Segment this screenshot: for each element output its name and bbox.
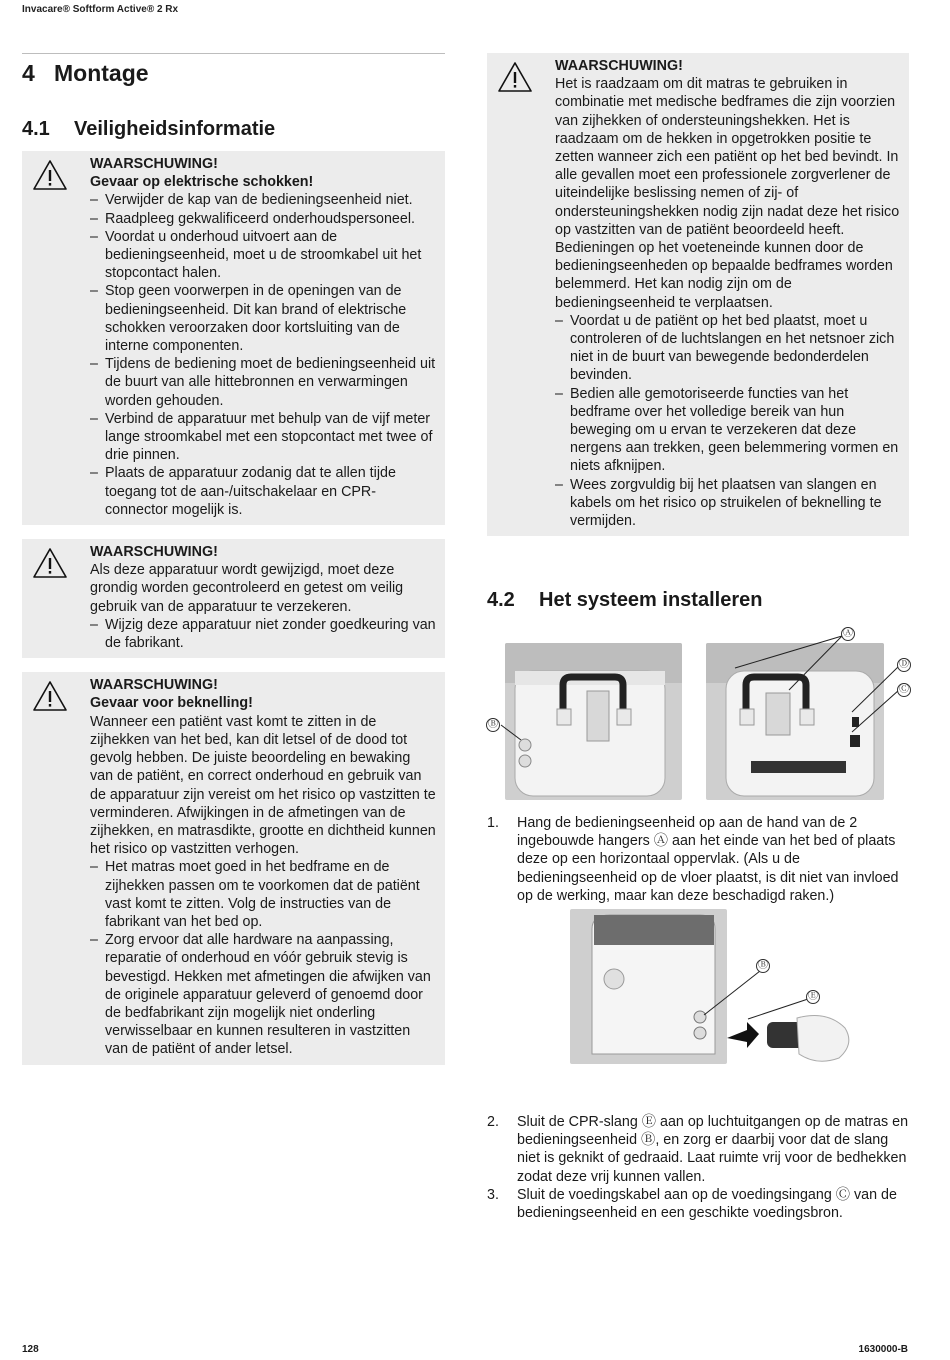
step-text: Sluit de voedingskabel aan op de voedingsingang Ⓒ van de bedieningseenheid en een geschikte voedingsbron. xyxy=(517,1186,897,1222)
warning-box-electric xyxy=(22,151,445,525)
warning-subtitle: Gevaar voor beknelling! xyxy=(90,695,253,712)
list-item: – Het matras moet goed in het bedframe en de zijhekken passen om te voorkomen dat de patiënt vast komt te zitten. Volg de instructies van de fabrikant van het bed op. xyxy=(90,858,437,931)
warning-triangle-icon xyxy=(497,61,533,93)
warning-text: Wanneer een patiënt vast komt te zitten in de zijhekken van het bed, kan dit letsel of de dood tot gevolg hebben. De juiste beoordeling en bewaking van de patiënt, en correct onderhoud en gebruik van de apparatuur zijn vereist om het risico op vastzitten te verminderen. Afwijkingen in de afmetingen van de zijhekken, en matrasdikte, grootte en dichtheid kunnen het risico op vastzitten verhogen. xyxy=(90,713,436,858)
warning-label: WAARSCHUWING! xyxy=(90,156,218,172)
warning-text: Als deze apparatuur wordt gewijzigd, moet deze grondig worden gecontroleerd en getest om veilig gebruik van de apparatuur te verzekeren. xyxy=(90,562,404,615)
chapter-rule xyxy=(22,53,445,54)
warning-text: Bedieningen op het voeteneinde kunnen door de bedieningseenheden op bepaalde bedframes worden belemmerd. Het kan nodig zijn om de bedieningseenheid te verplaatsen. xyxy=(555,240,893,311)
step-number: 1. xyxy=(487,815,499,831)
callout-a: Ⓐ xyxy=(843,628,853,639)
callout-d: Ⓓ xyxy=(899,659,909,670)
step-text: Hang de bedieningseenheid op aan de hand van de 2 ingebouwde hangers Ⓐ aan het einde van het bed of plaats deze op een horizontaal oppervlak. (Als u de bedieningseenheid op de vloer plaatst, is dit niet van invloed op de werking, maar kan deze beschadigd raken.) xyxy=(517,815,899,904)
list-item: – Plaats de apparatuur zodanig dat te allen tijde toegang tot de aan-/uitschakelaar en CPR-connector mogelijk is. xyxy=(90,464,437,519)
chapter-number: 4 xyxy=(22,60,35,86)
warning-triangle-icon xyxy=(32,547,68,579)
section-heading-install xyxy=(487,587,762,613)
list-item: – Wees zorgvuldig bij het plaatsen van slangen en kabels om het risico op struikelen of beknelling te vermijden. xyxy=(555,476,901,531)
section-number: 4.2 xyxy=(487,589,515,611)
running-header: Invacare® Softform Active® 2 Rx xyxy=(22,4,179,15)
list-item xyxy=(487,1113,909,1186)
step-number: 2. xyxy=(487,1114,499,1130)
list-item: – Wijzig deze apparatuur niet zonder goedkeuring van de fabrikant. xyxy=(90,616,437,652)
warning-text: Het is raadzaam om dit matras te gebruiken in combinatie met medische bedframes die zijn voorzien van zijhekken of ondersteuningshekken. Het is raadzaam om de hekken in opgetrokken positie te zetten wanneer zich een patiënt op het bed bevindt. In alle gevallen moet een professionele zorgverlener de uiteindelijke beslissing nemen of zij- of ondersteuningshekken nodig zijn nadat deze het risico op vastzitten van de patiënt beoordeeld heeft. xyxy=(555,76,900,238)
callout-e: Ⓔ xyxy=(808,991,818,1002)
list-item: – Voordat u onderhoud uitvoert aan de bedieningseenheid, moet u de stroomkabel uit het stopcontact halen. xyxy=(90,228,437,283)
section-title: Het systeem installeren xyxy=(539,589,763,611)
warning-label: WAARSCHUWING! xyxy=(90,544,218,561)
list-item: – Tijdens de bediening moet de bedieningseenheid uit de buurt van alle hittebronnen en verwarmingen worden gehouden. xyxy=(90,355,437,410)
list-item: – Verbind de apparatuur met behulp van de vijf meter lange stroomkabel met een stopcontact met twee of drie pinnen. xyxy=(90,410,437,465)
warning-box-entrapment xyxy=(22,672,445,1064)
list-item: – Voordat u de patiënt op het bed plaatst, moet u controleren of de luchtslangen en het netsnoer zich niet in de buurt van bewegende bedonderdelen bevinden. xyxy=(555,312,901,385)
callout-c: Ⓒ xyxy=(899,684,909,695)
warning-list xyxy=(90,858,437,1058)
section-number: 4.1 xyxy=(22,118,50,140)
list-item: – Verwijder de kap van de bedieningseenheid niet. xyxy=(90,191,437,209)
list-item: – Raadpleeg gekwalificeerd onderhoudspersoneel. xyxy=(90,210,437,228)
list-item xyxy=(487,814,909,905)
page-number: 128 xyxy=(22,1344,39,1355)
list-item: – Zorg ervoor dat alle hardware na aanpassing, reparatie of onderhoud en vóór gebruik stevig is bevestigd. Hekken met afmetingen die afwijken van de originele apparatuur geleverd of genoemd door de bedfabrikant zijn mogelijk niet onderling verwisselbaar en kunnen resulteren in vastzitten van de patiënt of ander letsel. xyxy=(90,931,437,1058)
warning-list xyxy=(90,191,437,519)
warning-list xyxy=(90,616,437,652)
list-item xyxy=(487,1186,909,1222)
warning-label: WAARSCHUWING! xyxy=(555,58,683,74)
document-number: 1630000-B xyxy=(858,1344,908,1355)
step-1 xyxy=(487,814,909,905)
section-title: Veiligheidsinformatie xyxy=(74,118,276,140)
warning-list xyxy=(555,312,901,530)
steps-2-3 xyxy=(487,1113,909,1222)
callout-b: Ⓑ xyxy=(758,960,768,971)
list-item: – Stop geen voorwerpen in de openingen van de bedieningseenheid. Dit kan brand of elektrische schokken veroorzaken door kortsluiting van de interne componenten. xyxy=(90,282,437,355)
step-number: 3. xyxy=(487,1186,499,1203)
warning-triangle-icon xyxy=(32,159,68,191)
warning-triangle-icon xyxy=(32,680,68,712)
warning-box-siderails xyxy=(487,53,909,536)
chapter-title: Montage xyxy=(54,60,149,86)
list-item: – Bedien alle gemotoriseerde functies van het bedframe over het volledige bereik van hun beweging om u ervan te verzekeren dat deze nergens aan trekken, geen belemmering vormen en niets afknijpen. xyxy=(555,385,901,476)
chapter-heading xyxy=(22,58,445,88)
step-text: Sluit de CPR-slang Ⓔ aan op luchtuitgangen op de matras en bedieningseenheid Ⓑ, en zorg er daarbij voor dat de slang niet is geknikt of gedraaid. Laat ruimte vrij voor de bedhekken zodat deze vrij kunnen vallen. xyxy=(517,1114,909,1185)
callout-b: Ⓑ xyxy=(488,719,498,730)
warning-box-modification xyxy=(22,539,445,658)
right-column xyxy=(487,53,909,536)
section-heading-safety xyxy=(22,116,445,142)
warning-label: WAARSCHUWING! xyxy=(90,677,218,694)
left-column xyxy=(22,53,445,1065)
warning-subtitle: Gevaar op elektrische schokken! xyxy=(90,174,314,191)
